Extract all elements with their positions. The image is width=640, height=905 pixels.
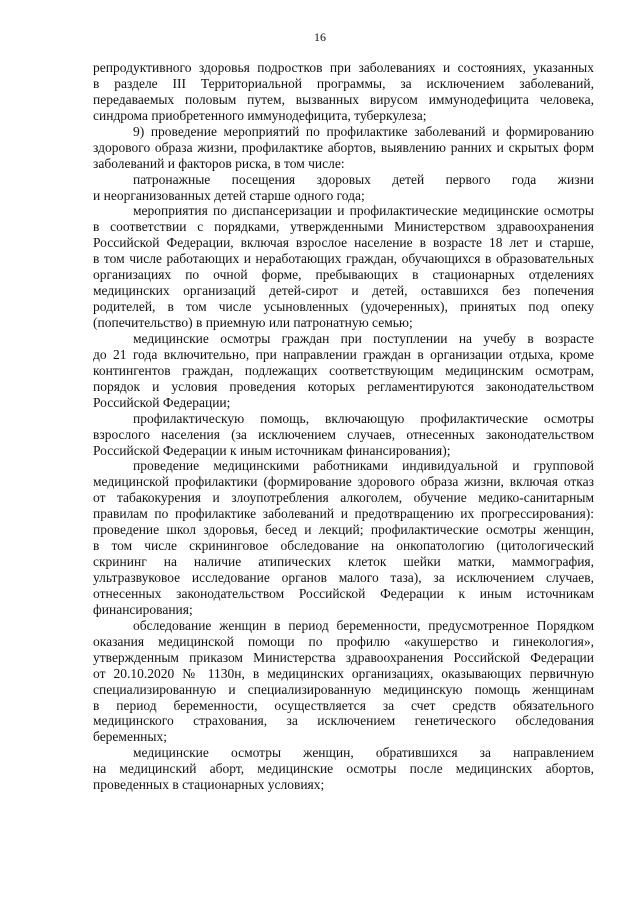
text-line: до 21 года включительно, при направлении граждан в организации отдыха, кроме (93, 346, 594, 362)
text-line: от табакокурения и злоупотребления алкоголем, обучение медико-санитарным (93, 490, 594, 506)
text-line: 9) проведение мероприятий по профилактике заболеваний и формированию (133, 123, 594, 139)
text-line: финансирования; (93, 601, 193, 617)
text-line: от 20.10.2020 № 1130н, в медицинских организациях, оказывающих первичную (93, 665, 594, 681)
text-line: утвержденным приказом Министерства здравоохранения Российской Федерации (93, 649, 594, 665)
text-line: ультразвуковое исследование органов малого таза), за исключением случаев, (93, 570, 594, 585)
text-line: порядок и условия проведения которых регламентируются законодательством (93, 378, 594, 394)
text-line: Российской Федерации, включая взрослое население в возрасте 18 лет и старше, (93, 235, 594, 251)
text-line: взрослого населения (за исключением случаев, отнесенных законодательством (93, 426, 594, 442)
text-line: на медицинский аборт, медицинские осмотры после медицинских абортов, (93, 761, 594, 777)
text-line: медицинского страхования, за исключением генетического обследования (93, 713, 594, 729)
text-line: передаваемых половым путем, вызванных вирусом иммунодефицита человека, (93, 91, 594, 107)
text-line: в том числе скрининговое обследование на онкопатологию (цитологический (93, 538, 594, 554)
text-line: заболеваний и факторов риска, в том числе: (93, 155, 345, 171)
text-line: мероприятия по диспансеризации и профилактические медицинские осмотры (133, 203, 594, 219)
text-line: Российской Федерации; (93, 394, 231, 410)
text-line: (попечительство) в приемную или патронатную семью; (93, 315, 413, 330)
text-line: беременных; (93, 729, 167, 745)
text-line: оказания медицинской помощи по профилю «акушерство и гинекология», (93, 633, 594, 649)
text-line: правилам по профилактике заболеваний и предотвращению их прогрессирования): (93, 506, 594, 522)
text-line: медицинские осмотры граждан при поступлении на учебу в возрасте (133, 330, 594, 346)
text-line: родителей, в том числе усыновленных (удочеренных), принятых под опеку (93, 299, 594, 315)
text-line: Российской Федерации к иным источникам финансирования); (93, 442, 451, 458)
text-line: в период беременности, осуществляется за счет средств обязательного (93, 697, 594, 713)
text-line: и неорганизованных детей старше одного года; (93, 187, 365, 203)
text-line: здорового образа жизни, профилактике абортов, выявлению ранних и скрытых форм (93, 139, 594, 155)
text-line: организациях по очной форме, пребывающих в стационарных отделениях (93, 267, 594, 283)
text-line: специализированную и специализированную медицинскую помощь женщинам (93, 681, 594, 697)
text-line: в разделе III Территориальной программы, за исключением заболеваний, (93, 75, 594, 91)
text-line: профилактическую помощь, включающую профилактические осмотры (133, 410, 594, 426)
document-body (93, 60, 594, 793)
text-line: проведение школ здоровья, бесед и лекций; профилактические осмотры женщин, (93, 522, 594, 538)
text-line: контингентов граждан, подлежащих соответствующим медицинским осмотрам, (93, 362, 594, 378)
text-line: проведенных в стационарных условиях; (93, 777, 325, 793)
text-line: медицинской профилактики (формирование здорового образа жизни, включая отказ (93, 474, 594, 490)
text-line: обследование женщин в период беременности, предусмотренное Порядком (133, 617, 594, 633)
text-line: отнесенных законодательством Российской Федерации к иным источникам (93, 585, 594, 601)
text-line: репродуктивного здоровья подростков при заболеваниях и состояниях, указанных (93, 60, 594, 75)
text-line: в соответствии с порядками, утвержденными Министерством здравоохранения (93, 219, 594, 235)
text-line: медицинские осмотры женщин, обратившихся за направлением (133, 745, 594, 761)
text-line: синдрома приобретенного иммунодефицита, туберкулеза; (93, 107, 427, 123)
page-number: 16 (314, 30, 326, 44)
text-line: проведение медицинскими работниками индивидуальной и групповой (133, 458, 594, 474)
text-line: в том числе работающих и неработающих граждан, обучающихся в образовательных (93, 251, 594, 267)
text-line: патронажные посещения здоровых детей первого года жизни (133, 171, 594, 187)
text-line: скрининг на наличие атипических клеток шейки матки, маммография, (93, 554, 594, 570)
text-line: медицинских организаций детей-сирот и детей, оставшихся без попечения (93, 283, 594, 299)
